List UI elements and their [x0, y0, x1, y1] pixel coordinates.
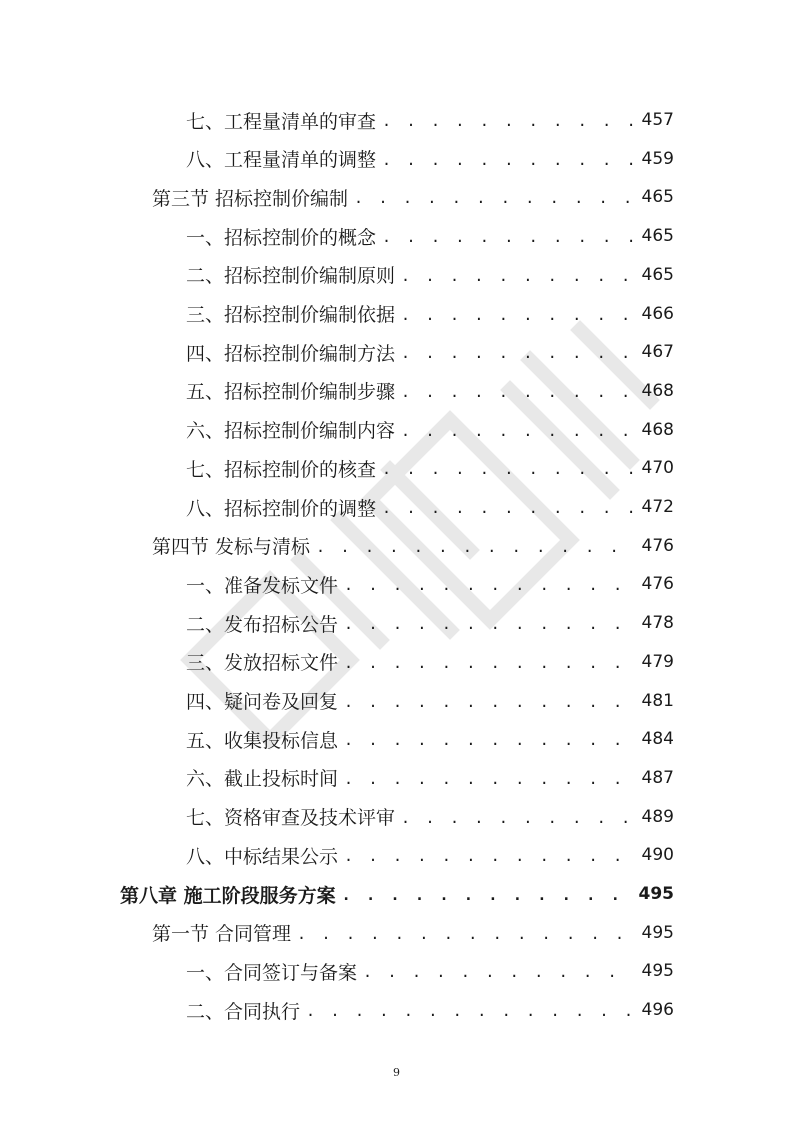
page-number: 9 [393, 1066, 400, 1079]
dot-leader [363, 963, 634, 981]
dot-leader [401, 422, 634, 440]
toc-entry-page: 476 [641, 535, 674, 556]
dot-leader [344, 770, 634, 788]
toc-entry-title: 八、中标结果公示 [186, 845, 339, 868]
toc-chapter-entry[interactable] [120, 879, 674, 909]
toc-entry-page: 478 [641, 613, 674, 634]
toc-item-entry[interactable] [186, 492, 674, 522]
toc-entry-page: 476 [641, 574, 674, 595]
toc-entry-page: 490 [641, 845, 674, 866]
toc-entry-page: 468 [641, 419, 674, 440]
toc-item-entry[interactable] [186, 453, 674, 483]
toc-entry-page: 489 [641, 806, 674, 827]
toc-entry-title: 七、招标控制价的核查 [186, 458, 377, 481]
toc-entry-page: 496 [641, 1000, 674, 1021]
toc-entry-title: 二、发布招标公告 [186, 613, 339, 636]
toc-entry-page: 484 [641, 729, 674, 750]
toc-item-entry[interactable] [186, 337, 674, 367]
toc-entry-page: 459 [641, 148, 674, 169]
toc-entry-title: 第三节 招标控制价编制 [152, 187, 349, 210]
dot-leader [382, 151, 634, 169]
toc-item-entry[interactable] [186, 724, 674, 754]
toc-entry-page: 470 [641, 458, 674, 479]
toc-item-entry[interactable] [186, 376, 674, 406]
toc-entry-page: 495 [638, 884, 674, 904]
toc-item-entry[interactable] [186, 686, 674, 716]
toc-entry-title: 五、收集投标信息 [186, 729, 339, 752]
toc-entry-title: 六、招标控制价编制内容 [186, 420, 396, 443]
toc-entry-title: 八、招标控制价的调整 [186, 497, 377, 520]
toc-entry-title: 七、工程量清单的审查 [186, 110, 377, 133]
dot-leader [401, 267, 634, 285]
dot-leader [344, 615, 634, 633]
toc-item-entry[interactable] [186, 221, 674, 251]
toc-item-entry[interactable] [186, 840, 674, 870]
toc-entry-page: 487 [641, 767, 674, 788]
toc-entry-page: 495 [641, 922, 674, 943]
toc-entry-title: 一、准备发标文件 [186, 574, 339, 597]
dot-leader [382, 112, 634, 130]
toc-item-entry[interactable] [186, 802, 674, 832]
toc-entry-title: 第一节 合同管理 [152, 923, 292, 946]
toc-item-entry[interactable] [186, 956, 674, 986]
toc-item-entry[interactable] [186, 608, 674, 638]
toc-entry-title: 六、截止投标时间 [186, 768, 339, 791]
toc-entry-title: 三、发放招标文件 [186, 652, 339, 675]
dot-leader [382, 228, 634, 246]
toc-entry-page: 466 [641, 303, 674, 324]
toc-entry-title: 第八章 施工阶段服务方案 [120, 884, 336, 907]
toc-item-entry[interactable] [186, 763, 674, 793]
toc-item-entry[interactable] [186, 415, 674, 445]
dot-leader [354, 189, 634, 207]
dot-leader [306, 1002, 634, 1020]
dot-leader [401, 809, 634, 827]
dot-leader [344, 654, 634, 672]
dot-leader [344, 847, 634, 865]
toc-entry-title: 三、招标控制价编制依据 [186, 304, 396, 326]
toc-item-entry[interactable] [186, 995, 674, 1025]
dot-leader [342, 886, 631, 904]
dot-leader [344, 693, 634, 711]
toc-entry-page: 468 [641, 380, 674, 401]
toc-item-entry[interactable] [186, 647, 674, 677]
toc-entry-page: 495 [641, 961, 674, 982]
toc-section-entry[interactable] [152, 918, 674, 948]
toc-item-entry[interactable] [186, 105, 674, 135]
toc-item-entry[interactable] [186, 144, 674, 174]
toc-entry-page: 465 [641, 187, 674, 208]
toc-entry-title: 七、资格审查及技术评审 [186, 807, 396, 830]
dot-leader [401, 344, 634, 362]
toc-entry-title: 二、合同执行 [186, 1000, 301, 1023]
toc-entry-title: 四、招标控制价编制方法 [186, 342, 396, 365]
dot-leader [382, 499, 634, 517]
toc-entry-page: 465 [641, 264, 674, 285]
toc-entry-title: 八、工程量清单的调整 [186, 149, 377, 172]
toc-entry-page: 457 [641, 110, 674, 130]
toc-entry-title: 一、招标控制价的概念 [186, 226, 377, 249]
dot-leader [297, 925, 634, 943]
dot-leader [344, 731, 634, 749]
toc-entry-title: 二、招标控制价编制原则 [186, 265, 396, 288]
dot-leader [401, 306, 634, 324]
toc-section-entry[interactable] [152, 531, 674, 561]
toc-item-entry[interactable] [186, 569, 674, 599]
toc-entry-page: 479 [641, 651, 674, 672]
toc-entry-page: 465 [641, 226, 674, 247]
toc-item-entry[interactable] [186, 299, 674, 329]
toc-entry-page: 467 [641, 342, 674, 363]
toc-item-entry[interactable] [186, 260, 674, 290]
toc-entry-title: 四、疑问卷及回复 [186, 691, 339, 713]
toc-section-entry[interactable] [152, 182, 674, 212]
dot-leader [401, 383, 634, 401]
dot-leader [344, 576, 634, 594]
toc-entry-page: 481 [641, 690, 674, 711]
toc-entry-title: 一、合同签订与备案 [186, 961, 358, 984]
dot-leader [382, 460, 634, 478]
dot-leader [316, 538, 634, 556]
toc-entry-page: 472 [641, 497, 674, 517]
toc-entry-title: 第四节 发标与清标 [152, 536, 311, 559]
toc-entry-title: 五、招标控制价编制步骤 [186, 381, 396, 404]
